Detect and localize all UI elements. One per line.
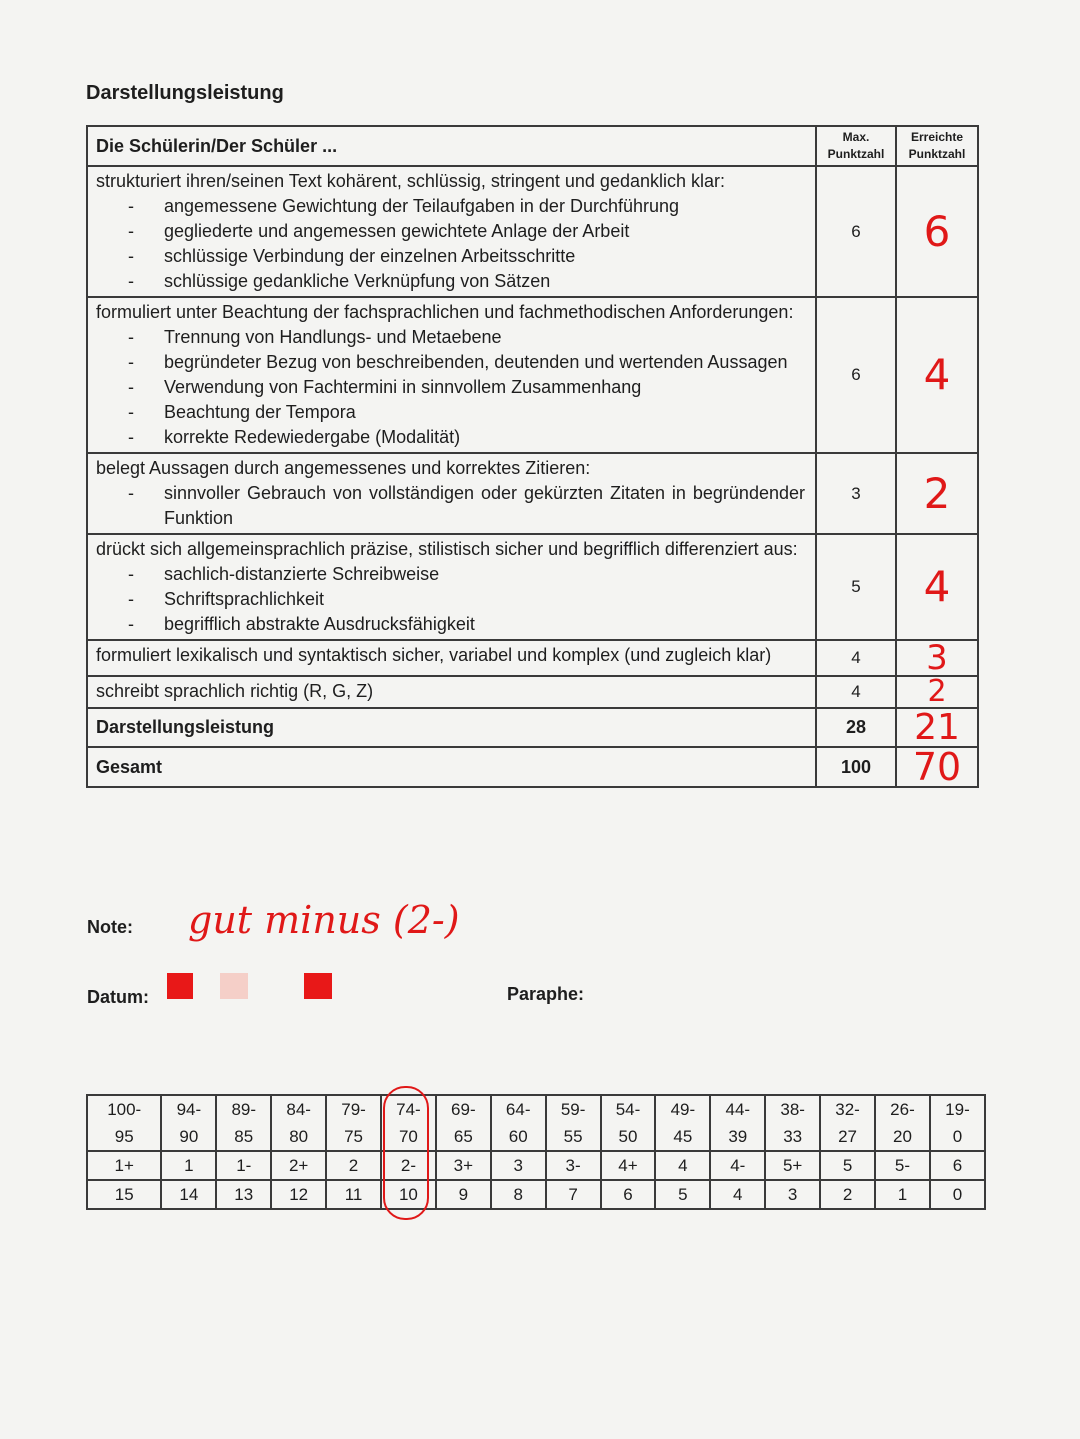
range-end-cell: 85	[216, 1123, 271, 1151]
circled-grade-marker	[383, 1086, 429, 1220]
range-end-cell: 95	[87, 1123, 161, 1151]
summary-achieved-cell	[896, 747, 978, 787]
points-cell: 0	[930, 1180, 985, 1209]
criteria-row	[87, 676, 978, 708]
grading-range-top-row	[87, 1095, 985, 1123]
section-heading: Darstellungsleistung	[86, 82, 284, 104]
redaction-block	[220, 973, 248, 999]
achieved-points-cell	[896, 297, 978, 453]
criterion-bullet: - Schriftsprachlichkeit	[128, 587, 805, 612]
criterion-text	[87, 676, 816, 708]
max-points: 6	[816, 297, 896, 453]
points-cell: 3	[765, 1180, 820, 1209]
criterion-bullet: - schlüssige Verbindung der einzelnen Arbeitsschritte	[128, 244, 805, 269]
criterion-bullet: - sachlich-distanzierte Schreibweise	[128, 562, 805, 587]
criterion-bullet: - korrekte Redewiedergabe (Modalität)	[128, 425, 805, 450]
range-start-cell: 74-	[381, 1095, 436, 1123]
criterion-bullet: - angemessene Gewichtung der Teilaufgaben in der Durchführung	[128, 194, 805, 219]
summary-label: Darstellungsleistung	[87, 708, 816, 747]
range-end-cell: 20	[875, 1123, 930, 1151]
points-cell: 12	[271, 1180, 326, 1209]
column-header-subject: Die Schülerin/Der Schüler ...	[87, 126, 816, 166]
range-end-cell: 33	[765, 1123, 820, 1151]
note-label: Note:	[87, 917, 133, 937]
points-cell: 10	[381, 1180, 436, 1209]
grade-cell: 2-	[381, 1151, 436, 1180]
column-header-achieved-line2: Punktzahl	[908, 147, 966, 161]
range-end-cell: 60	[491, 1123, 546, 1151]
criterion-bullets	[96, 562, 805, 637]
max-points: 3	[816, 453, 896, 534]
column-header-max-line1: Max.	[842, 130, 870, 144]
criterion-text	[87, 453, 816, 534]
criterion-bullet: - begründeter Bezug von beschreibenden, deutenden und wertenden Aussagen	[128, 350, 805, 375]
criteria-row	[87, 640, 978, 676]
range-end-cell: 55	[546, 1123, 601, 1151]
achieved-points-cell	[896, 453, 978, 534]
criterion-text	[87, 166, 816, 297]
range-end-cell: 80	[271, 1123, 326, 1151]
achieved-points-cell	[896, 676, 978, 708]
grade-cell: 3	[491, 1151, 546, 1180]
achieved-points-cell	[896, 534, 978, 640]
paraphe-label: Paraphe:	[507, 984, 585, 1004]
criterion-intro: schreibt sprachlich richtig (R, G, Z)	[96, 681, 374, 701]
date-label: Datum:	[87, 987, 149, 1007]
points-cell: 2	[820, 1180, 875, 1209]
range-end-cell: 39	[710, 1123, 765, 1151]
grade-cell: 1+	[87, 1151, 161, 1180]
criterion-intro: formuliert lexikalisch und syntaktisch sicher, variabel und komplex (und zugleich klar)	[96, 645, 772, 665]
points-cell: 7	[546, 1180, 601, 1209]
range-start-cell: 84-	[271, 1095, 326, 1123]
range-start-cell: 26-	[875, 1095, 930, 1123]
achieved-points: 2	[923, 468, 951, 518]
criterion-bullets	[96, 481, 805, 531]
grading-scale-table	[86, 1094, 986, 1210]
criterion-bullets	[96, 325, 805, 450]
range-end-cell: 65	[436, 1123, 491, 1151]
grade-cell: 3+	[436, 1151, 491, 1180]
range-end-cell: 45	[655, 1123, 710, 1151]
grade-cell: 5+	[765, 1151, 820, 1180]
handwritten-grade: gut minus (2-)	[188, 898, 460, 942]
range-start-cell: 44-	[710, 1095, 765, 1123]
grade-cell: 2+	[271, 1151, 326, 1180]
achieved-points: 4	[923, 562, 951, 611]
criteria-row	[87, 453, 978, 534]
max-points: 6	[816, 166, 896, 297]
grading-grade-row	[87, 1151, 985, 1180]
criterion-text	[87, 640, 816, 676]
points-cell: 5	[655, 1180, 710, 1209]
criteria-row	[87, 297, 978, 453]
range-start-cell: 19-	[930, 1095, 985, 1123]
criterion-intro: formuliert unter Beachtung der fachsprachlichen und fachmethodischen Anforderungen:	[96, 302, 794, 322]
points-cell: 6	[601, 1180, 656, 1209]
points-cell: 8	[491, 1180, 546, 1209]
criterion-bullet: - Beachtung der Tempora	[128, 400, 805, 425]
achieved-points-cell	[896, 166, 978, 297]
criteria-header-row	[87, 126, 978, 166]
range-end-cell: 27	[820, 1123, 875, 1151]
range-start-cell: 32-	[820, 1095, 875, 1123]
column-header-max	[816, 126, 896, 166]
grade-cell: 2	[326, 1151, 381, 1180]
max-points: 4	[816, 640, 896, 676]
range-start-cell: 89-	[216, 1095, 271, 1123]
summary-max: 28	[816, 708, 896, 747]
criterion-bullet: - gegliederte und angemessen gewichtete Anlage der Arbeit	[128, 219, 805, 244]
range-end-cell: 70	[381, 1123, 436, 1151]
summary-row-gesamt	[87, 747, 978, 787]
range-start-cell: 54-	[601, 1095, 656, 1123]
summary-max: 100	[816, 747, 896, 787]
max-points: 5	[816, 534, 896, 640]
range-end-cell: 90	[161, 1123, 216, 1151]
criterion-bullet: - begrifflich abstrakte Ausdrucksfähigkeit	[128, 612, 805, 637]
summary-achieved-cell	[896, 708, 978, 747]
achieved-points-cell	[896, 640, 978, 676]
criterion-intro: strukturiert ihren/seinen Text kohärent, schlüssig, stringent und gedanklich klar:	[96, 171, 725, 191]
grade-cell: 1-	[216, 1151, 271, 1180]
summary-achieved: 21	[914, 706, 960, 748]
range-start-cell: 94-	[161, 1095, 216, 1123]
criterion-intro: drückt sich allgemeinsprachlich präzise, stilistisch sicher und begrifflich differenziert aus:	[96, 539, 798, 559]
achieved-points: 3	[926, 638, 948, 678]
range-end-cell: 0	[930, 1123, 985, 1151]
achieved-points: 4	[923, 350, 951, 399]
column-header-achieved	[896, 126, 978, 166]
points-cell: 15	[87, 1180, 161, 1209]
range-start-cell: 79-	[326, 1095, 381, 1123]
criteria-table	[86, 125, 979, 788]
grade-cell: 4	[655, 1151, 710, 1180]
range-start-cell: 100-	[87, 1095, 161, 1123]
points-cell: 1	[875, 1180, 930, 1209]
criterion-intro: belegt Aussagen durch angemessenes und korrektes Zitieren:	[96, 458, 591, 478]
range-start-cell: 69-	[436, 1095, 491, 1123]
range-start-cell: 38-	[765, 1095, 820, 1123]
range-start-cell: 64-	[491, 1095, 546, 1123]
grade-cell: 3-	[546, 1151, 601, 1180]
criterion-text	[87, 534, 816, 640]
grading-points-row	[87, 1180, 985, 1209]
grade-cell: 6	[930, 1151, 985, 1180]
criterion-bullet: - Trennung von Handlungs- und Metaebene	[128, 325, 805, 350]
summary-row-darstellung	[87, 708, 978, 747]
summary-label: Gesamt	[87, 747, 816, 787]
range-start-cell: 59-	[546, 1095, 601, 1123]
grade-cell: 5	[820, 1151, 875, 1180]
max-points: 4	[816, 676, 896, 708]
grade-cell: 1	[161, 1151, 216, 1180]
criteria-row	[87, 166, 978, 297]
achieved-points: 2	[927, 674, 947, 709]
points-cell: 13	[216, 1180, 271, 1209]
redaction-block	[167, 973, 193, 999]
grading-range-bottom-row	[87, 1123, 985, 1151]
column-header-max-line2: Punktzahl	[827, 147, 885, 161]
points-cell: 11	[326, 1180, 381, 1209]
criterion-bullet: - sinnvoller Gebrauch von vollständigen oder gekürzten Zitaten in begründender Funktion	[128, 481, 805, 531]
points-cell: 14	[161, 1180, 216, 1209]
criterion-bullets	[96, 194, 805, 294]
criterion-bullet: - Verwendung von Fachtermini in sinnvollem Zusammenhang	[128, 375, 805, 400]
grade-cell: 4+	[601, 1151, 656, 1180]
grade-cell: 4-	[710, 1151, 765, 1180]
points-cell: 4	[710, 1180, 765, 1209]
achieved-points: 6	[923, 206, 951, 256]
points-cell: 9	[436, 1180, 491, 1209]
range-end-cell: 50	[601, 1123, 656, 1151]
column-header-achieved-line1: Erreichte	[910, 130, 964, 144]
criterion-text	[87, 297, 816, 453]
criterion-bullet: - schlüssige gedankliche Verknüpfung von Sätzen	[128, 269, 805, 294]
summary-achieved: 70	[912, 745, 962, 789]
grade-cell: 5-	[875, 1151, 930, 1180]
range-start-cell: 49-	[655, 1095, 710, 1123]
redaction-block	[304, 973, 332, 999]
criteria-row	[87, 534, 978, 640]
range-end-cell: 75	[326, 1123, 381, 1151]
